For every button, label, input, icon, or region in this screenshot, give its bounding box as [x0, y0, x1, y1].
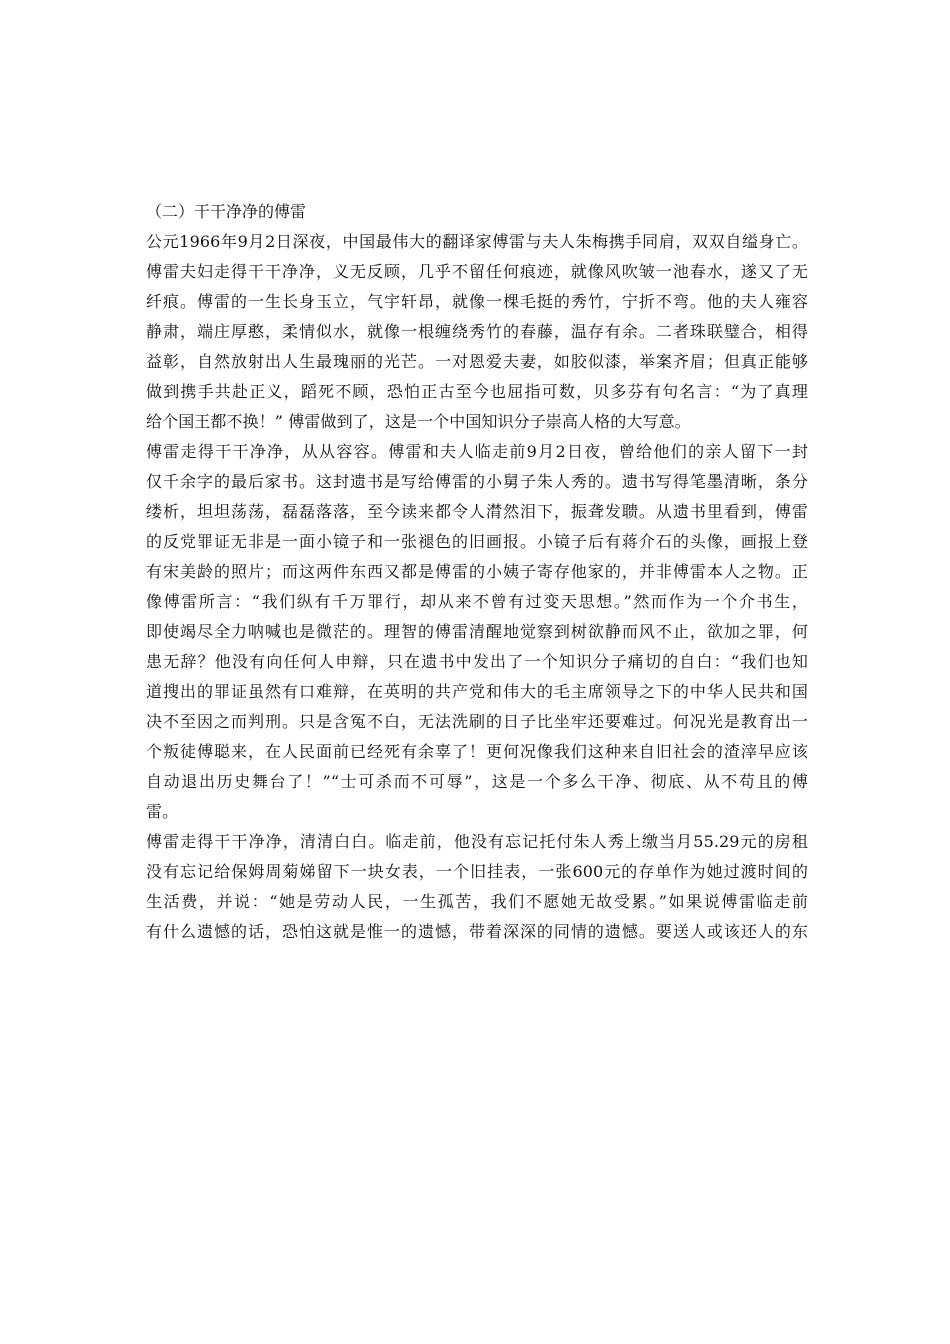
text-line: 纤痕。傅雷的一生长身玉立，气宇轩昂，就像一棵毛挺的秀竹，宁折不弯。他的夫人雍容: [146, 292, 808, 311]
text-line: 傅雷走得干干净净，从从容容。傅雷和夫人临走前9月2日夜，曾给他们的亲人留下一封: [146, 442, 808, 461]
text-line: 决不至因之而判刑。只是含冤不白，无法洗刷的日子比坐牢还要难过。何况光是教育出一: [146, 712, 808, 731]
text-line: 像傅雷所言：“我们纵有千万罪行，却从来不曾有过变天思想。”然而作为一个介书生，: [146, 592, 808, 611]
paragraph-2: [146, 437, 808, 827]
text-line: 没有忘记给保姆周菊娣留下一块女表，一个旧挂表，一张600元的存单作为她过渡时间的: [146, 862, 808, 881]
text-line: 益彰，自然放射出人生最瑰丽的光芒。一对恩爱夫妻，如胶似漆，举案齐眉；但真正能够: [146, 352, 808, 371]
text-line: 患无辞？他没有向任何人申辩，只在遗书中发出了一个知识分子痛切的自白：“我们也知: [146, 652, 808, 671]
paragraph-3: [146, 827, 808, 947]
text-line: 做到携手共赴正义，蹈死不顾，恐怕正古至今也屈指可数，贝多芬有句名言：“为了真理: [146, 382, 808, 401]
text-line: 傅雷走得干干净净，清清白白。临走前，他没有忘记托付朱人秀上缴当月55.29元的房租: [146, 832, 808, 851]
text-line: 自动退出历史舞台了！”“士可杀而不可辱”，这是一个多么干净、彻底、从不苟且的傅: [146, 772, 808, 791]
section-title: （二）干干净净的傅雷: [146, 202, 307, 221]
text-line: 有什么遗憾的话，恐怕这就是惟一的遗憾，带着深深的同情的遗憾。要送人或该还人的东: [146, 922, 808, 941]
paragraph-1: [146, 227, 808, 437]
text-line: 缕析，坦坦荡荡，磊磊落落，至今读来都令人潸然泪下，振聋发聩。从遗书里看到，傅雷: [146, 502, 808, 521]
text-line: 的反党罪证无非是一面小镜子和一张褪色的旧画报。小镜子后有蒋介石的头像，画报上登: [146, 532, 808, 551]
text-line: 公元1966年9月2日深夜，中国最伟大的翻译家傅雷与夫人朱梅携手同肩，双双自缢身亡。: [146, 232, 808, 251]
text-line: 傅雷夫妇走得干干净净，义无反顾，几乎不留任何痕迹，就像风吹皱一池春水，遂又了无: [146, 262, 808, 281]
text-line: 静肃，端庄厚憨，柔情似水，就像一根缠绕秀竹的春藤，温存有余。二者珠联璧合，相得: [146, 322, 808, 341]
text-line: 雷。: [146, 802, 179, 821]
text-line: 仅千余字的最后家书。这封遗书是写给傅雷的小舅子朱人秀的。遗书写得笔墨清晰，条分: [146, 472, 808, 491]
text-line: 个叛徒傅聪来，在人民面前已经死有余辜了！更何况像我们这种来自旧社会的渣滓早应该: [146, 742, 808, 761]
text-line: 给个国王都不换！” 傅雷做到了，这是一个中国知识分子崇高人格的大写意。: [146, 412, 691, 431]
text-line: 有宋美龄的照片；而这两件东西又都是傅雷的小姨子寄存他家的，并非傅雷本人之物。正: [146, 562, 808, 581]
document-body: [146, 197, 808, 947]
text-line: 生活费，并说：“她是劳动人民，一生孤苦，我们不愿她无故受累。”如果说傅雷临走前: [146, 892, 808, 911]
text-line: 即使竭尽全力呐喊也是微茫的。理智的傅雷清醒地觉察到树欲静而风不止，欲加之罪，何: [146, 622, 808, 641]
text-line: 道搜出的罪证虽然有口难辩，在英明的共产党和伟大的毛主席领导之下的中华人民共和国: [146, 682, 808, 701]
